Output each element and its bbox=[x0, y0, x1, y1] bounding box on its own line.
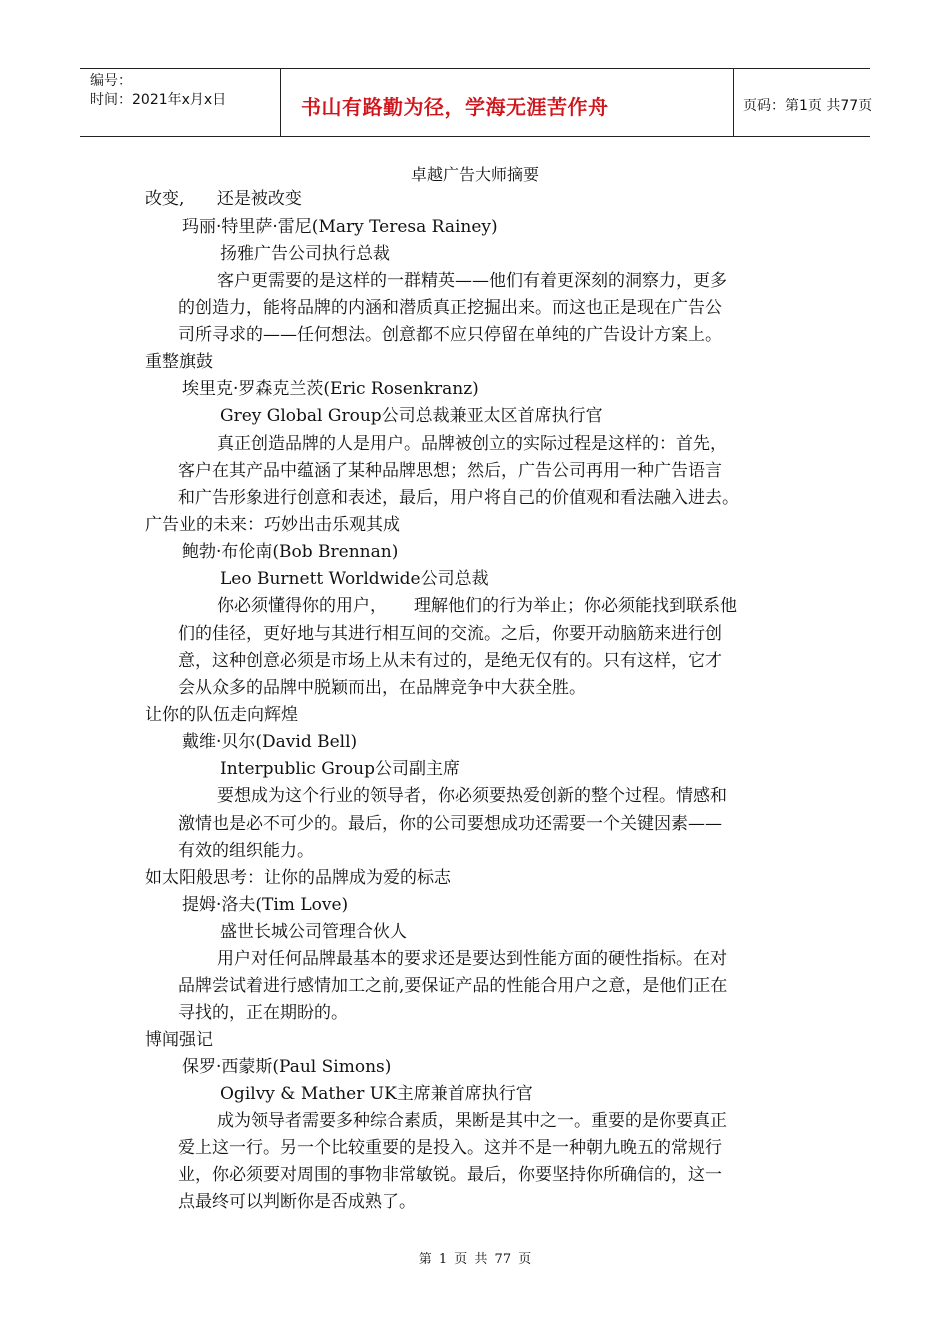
header-page-info: 页码：第1页 共77页 bbox=[743, 98, 873, 114]
person-role: Interpublic Group公司副主席 bbox=[220, 759, 460, 779]
page-header bbox=[80, 68, 873, 137]
body-line: 客户更需要的是这样的一群精英——他们有着更深刻的洞察力，更多 bbox=[217, 271, 727, 291]
person-role: 扬雅广告公司执行总裁 bbox=[220, 244, 390, 264]
document-title: 卓越广告大师摘要 bbox=[410, 165, 539, 184]
body-line: 意，这种创意必须是市场上从未有过的，是绝无仅有的。只有这样，它才 bbox=[178, 651, 722, 671]
header-motto-cell bbox=[281, 69, 734, 136]
section-heading: 博闻强记 bbox=[145, 1030, 213, 1050]
person-role: Leo Burnett Worldwide公司总裁 bbox=[220, 569, 489, 589]
page-footer: 第 1 页 共 77 页 bbox=[418, 1252, 532, 1267]
body-line: 们的佳径，更好地与其进行相互间的交流。之后，你要开动脑筋来进行创 bbox=[178, 624, 722, 644]
person-name: 玛丽·特里萨·雷尼(Mary Teresa Rainey) bbox=[182, 217, 498, 237]
person-name: 鲍勃·布伦南(Bob Brennan) bbox=[182, 542, 399, 562]
body-line: 客户在其产品中蕴涵了某种品牌思想；然后，广告公司再用一种广告语言 bbox=[178, 461, 722, 481]
body-line: 真正创造品牌的人是用户。品牌被创立的实际过程是这样的：首先， bbox=[217, 434, 727, 454]
document-date: 时间：2021年x月x日 bbox=[90, 92, 227, 108]
body-line: 寻找的，正在期盼的。 bbox=[178, 1003, 348, 1023]
person-name: 提姆·洛夫(Tim Love) bbox=[182, 895, 349, 915]
person-role: Ogilvy & Mather UK主席兼首席执行官 bbox=[220, 1084, 533, 1104]
header-page-cell bbox=[734, 69, 873, 136]
body-line: 和广告形象进行创意和表述，最后，用户将自己的价值观和看法融入进去。 bbox=[178, 488, 739, 508]
section-heading: 广告业的未来：巧妙出击乐观其成 bbox=[145, 515, 400, 535]
body-line: 要想成为这个行业的领导者，你必须要热爱创新的整个过程。情感和 bbox=[217, 786, 727, 806]
body-line: 的创造力，能将品牌的内涵和潜质真正挖掘出来。而这也正是现在广告公 bbox=[178, 298, 722, 318]
person-name: 戴维·贝尔(David Bell) bbox=[182, 732, 358, 752]
body-line: 成为领导者需要多种综合素质，果断是其中之一。重要的是你要真正 bbox=[217, 1111, 727, 1131]
person-role: 盛世长城公司管理合伙人 bbox=[220, 922, 407, 942]
person-name: 保罗·西蒙斯(Paul Simons) bbox=[182, 1057, 392, 1077]
person-name: 埃里克·罗森克兰茨(Eric Rosenkranz) bbox=[182, 379, 479, 399]
section-heading: 改变, 还是被改变 bbox=[145, 189, 302, 209]
body-line: 点最终可以判断你是否成熟了。 bbox=[178, 1192, 416, 1212]
body-line: 激情也是必不可少的。最后，你的公司要想成功还需要一个关键因素—— bbox=[178, 814, 722, 834]
body-line: 会从众多的品牌中脱颖而出，在品牌竞争中大获全胜。 bbox=[178, 678, 586, 698]
body-line: 司所寻求的——任何想法。创意都不应只停留在单纯的广告设计方案上。 bbox=[178, 325, 722, 345]
section-heading: 如太阳般思考：让你的品牌成为爱的标志 bbox=[145, 868, 451, 888]
body-line: 有效的组织能力。 bbox=[178, 841, 314, 861]
body-line: 业，你必须要对周围的事物非常敏锐。最后，你要坚持你所确信的，这一 bbox=[178, 1165, 722, 1185]
body-line: 用户对任何品牌最基本的要求还是要达到性能方面的硬性指标。在对 bbox=[217, 949, 727, 969]
body-line: 你必须懂得你的用户， 理解他们的行为举止；你必须能找到联系他 bbox=[217, 596, 738, 616]
header-meta bbox=[80, 69, 281, 136]
body-line: 爱上这一行。另一个比较重要的是投入。这并不是一种朝九晚五的常规行 bbox=[178, 1138, 722, 1158]
header-motto: 书山有路勤为径，学海无涯苦作舟 bbox=[301, 95, 609, 119]
section-heading: 重整旗鼓 bbox=[145, 352, 213, 372]
section-heading: 让你的队伍走向辉煌 bbox=[145, 705, 298, 725]
body-line: 品牌尝试着进行感情加工之前,要保证产品的性能合用户之意，是他们正在 bbox=[178, 976, 728, 996]
document-number: 编号： bbox=[90, 73, 132, 89]
person-role: Grey Global Group公司总裁兼亚太区首席执行官 bbox=[220, 406, 603, 426]
